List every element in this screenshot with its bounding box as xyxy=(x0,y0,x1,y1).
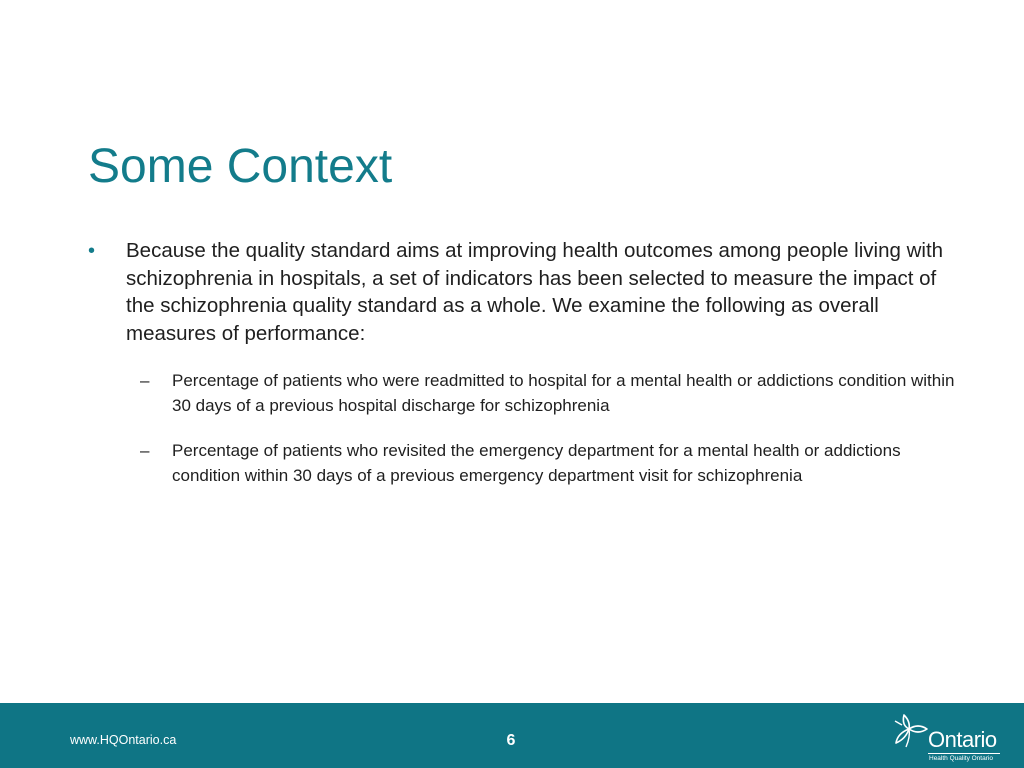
page-number: 6 xyxy=(506,732,516,749)
sub-bullet-marker: – xyxy=(140,441,150,460)
bullet-marker: • xyxy=(88,240,96,262)
main-bullet-text: Because the quality standard aims at improving health outcomes among people living with schizophrenia in hospitals, a set of indicators has been selected to measure the impact of the schizophrenia quality standard as a whole. We examine the following as overall measures of performance: xyxy=(126,239,944,346)
trillium-icon xyxy=(890,713,930,751)
sub-bullet-marker: – xyxy=(140,371,150,390)
logo-wordmark: Ontario xyxy=(928,727,997,752)
ontario-logo xyxy=(890,711,1005,763)
footer-url: www.HQOntario.ca xyxy=(70,733,177,747)
logo-underline xyxy=(928,753,1000,754)
slide-title: Some Context xyxy=(88,140,393,193)
sub-bullet-text: Percentage of patients who were readmitted to hospital for a mental health or addictions condition within 30 days of a previous hospital discharge for schizophrenia xyxy=(172,371,955,415)
logo-subtitle: Health Quality Ontario xyxy=(929,755,993,762)
footer-bar xyxy=(0,703,1024,768)
sub-bullet-text: Percentage of patients who revisited the emergency department for a mental health or addictions condition within 30 days of a previous emergency department visit for schizophrenia xyxy=(172,441,901,485)
